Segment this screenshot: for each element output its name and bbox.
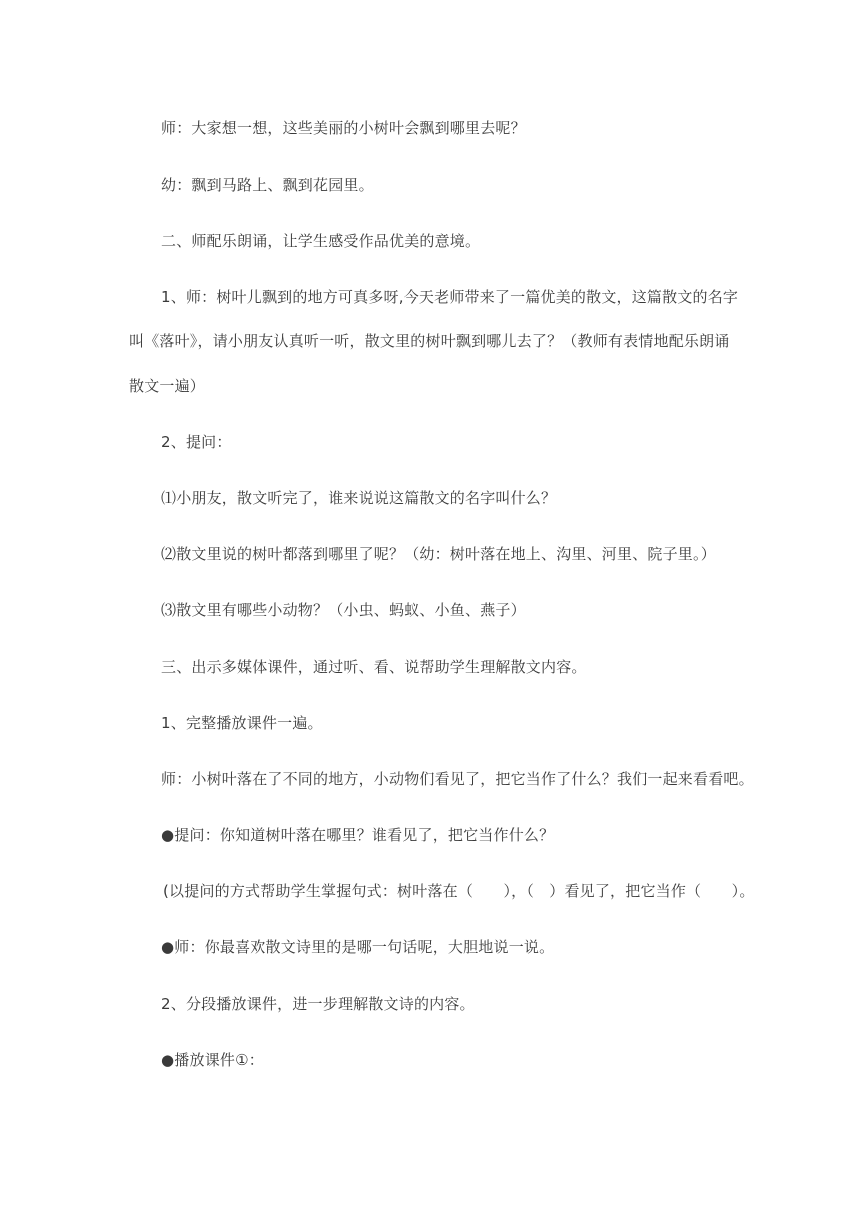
paragraph-teacher-question: 师：大家想一想，这些美丽的小树叶会飘到哪里去呢？ — [161, 119, 526, 137]
question-item-3: ⑶散文里有哪些小动物？（小虫、蚂蚁、小鱼、燕子） — [161, 601, 526, 619]
paragraph-step-one-line-3: 散文一遍） — [129, 377, 206, 395]
paragraph-sentence-pattern: (以提问的方式帮助学生掌握句式：树叶落在（ ），（ ）看见了，把它当作（ ）。 — [163, 882, 755, 900]
paragraph-play-segments: 2、分段播放课件，进一步理解散文诗的内容。 — [161, 995, 475, 1013]
section-heading-two: 二、师配乐朗诵，让学生感受作品优美的意境。 — [161, 232, 481, 250]
bullet-question: ●提问：你知道树叶落在哪里？谁看见了，把它当作什么？ — [161, 826, 555, 844]
paragraph-step-one-line-2: 叫《落叶》，请小朋友认真听一听，散文里的树叶飘到哪儿去了？（教师有表情地配乐朗诵 — [129, 332, 730, 350]
paragraph-play-full: 1、完整播放课件一遍。 — [161, 714, 323, 732]
bullet-play-courseware: ●播放课件①： — [161, 1051, 264, 1069]
paragraph-teacher-intro: 师：小树叶落在了不同的地方，小动物们看见了，把它当作了什么？我们一起来看看吧。 — [161, 770, 754, 788]
paragraph-step-one-line-1: 1、师：树叶儿飘到的地方可真多呀,今天老师带来了一篇优美的散文，这篇散文的名字 — [161, 288, 739, 306]
section-heading-three: 三、出示多媒体课件，通过听、看、说帮助学生理解散文内容。 — [161, 658, 587, 676]
question-item-1: ⑴小朋友，散文听完了，谁来说说这篇散文的名字叫什么？ — [161, 489, 557, 507]
question-item-2: ⑵散文里说的树叶都落到哪里了呢？（幼：树叶落在地上、沟里、河里、院子里。） — [161, 545, 716, 563]
bullet-favorite-sentence: ●师：你最喜欢散文诗里的是哪一句话呢，大胆地说一说。 — [161, 938, 555, 956]
paragraph-child-answer: 幼：飘到马路上、飘到花园里。 — [161, 176, 374, 194]
paragraph-questions-heading: 2、提问： — [161, 433, 232, 451]
